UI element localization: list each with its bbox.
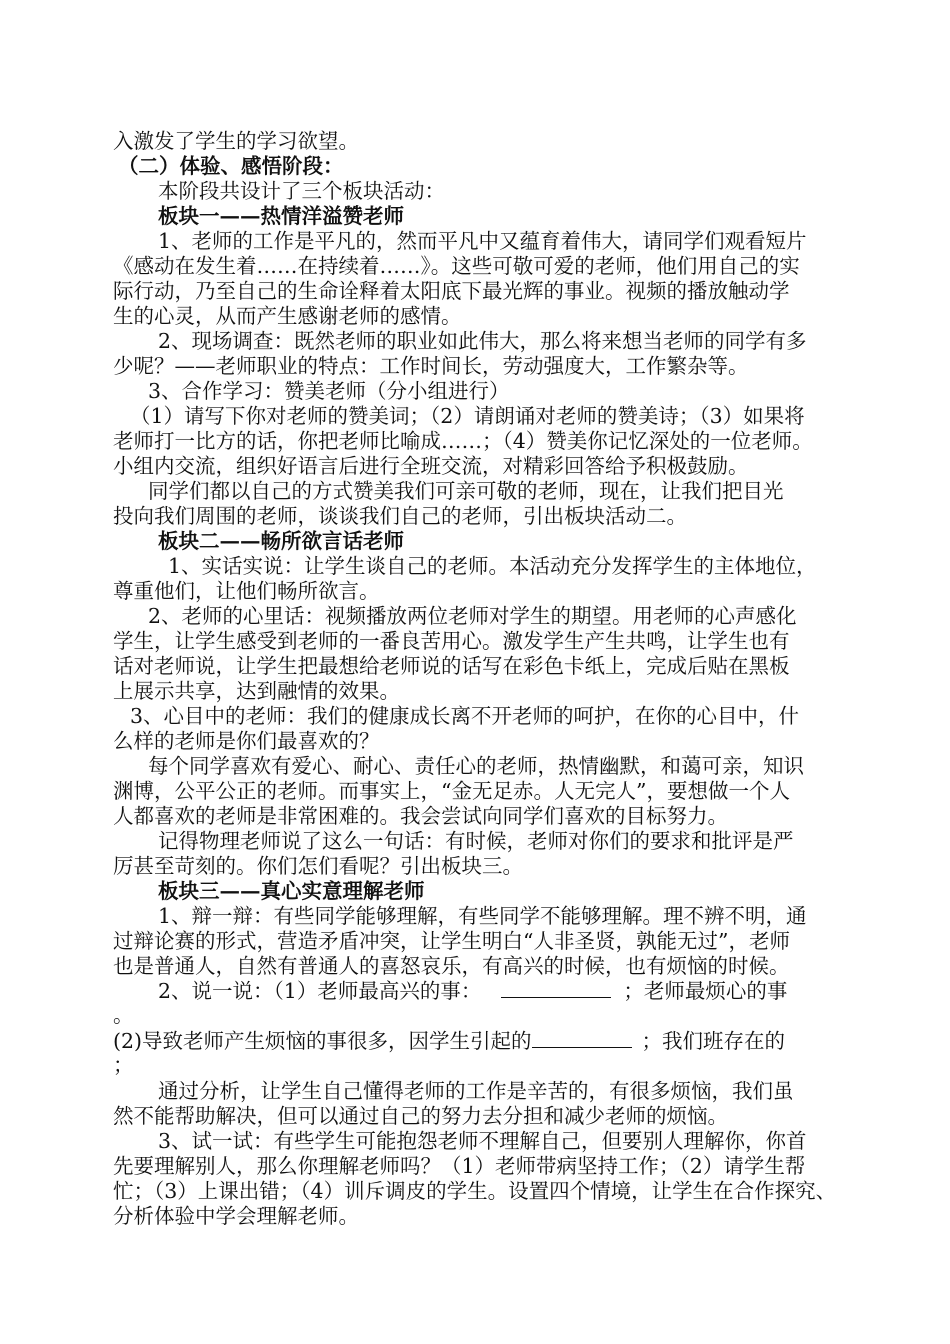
paragraph-line: 3、试一试：有些学生可能抱怨老师不理解自己，但要别人理解你，你首 — [158, 1129, 807, 1153]
paragraph-line: 厉甚至苛刻的。你们怎们看呢？引出板块三。 — [113, 854, 523, 878]
paragraph-line: 学生，让学生感受到老师的一番良苦用心。激发学生产生共鸣，让学生也有 — [113, 629, 790, 653]
fill-in-prompt: ；我们班存在的 — [641, 1029, 786, 1053]
block-heading-2: 板块二——畅所欲言话老师 — [158, 529, 404, 553]
paragraph-line: 先要理解别人，那么你理解老师吗？（1）老师带病坚持工作；（2）请学生帮 — [113, 1154, 806, 1178]
fill-in-prompt: ；老师最烦心的事 — [623, 979, 788, 1003]
paragraph-line: 过辩论赛的形式，营造矛盾冲突，让学生明白“人非圣贤，孰能无过”，老师 — [113, 929, 790, 953]
paragraph-line: ； — [113, 1053, 134, 1077]
paragraph-line: （1）请写下你对老师的赞美词；（2）请朗诵对老师的赞美诗；（3）如果将 — [130, 404, 805, 428]
paragraph-line: 。 — [113, 1003, 134, 1027]
section-heading: （二）体验、感悟阶段： — [118, 154, 344, 178]
paragraph-line: 通过分析，让学生自己懂得老师的工作是辛苦的，有很多烦恼，我们虽 — [158, 1079, 794, 1103]
paragraph-line: 《感动在发生着……在持续着……》。这些可敬可爱的老师，他们用自己的实 — [113, 254, 800, 278]
paragraph-line: 话对老师说，让学生把最想给老师说的话写在彩色卡纸上，完成后贴在黑板 — [113, 654, 790, 678]
paragraph-line: 忙；（3）上课出错；（4）训斥调皮的学生。设置四个情境，让学生在合作探究、 — [113, 1179, 837, 1203]
paragraph-line: 么样的老师是你们最喜欢的？ — [113, 729, 380, 753]
answer-blank[interactable] — [532, 1029, 632, 1048]
paragraph-line: 人都喜欢的老师是非常困难的。我会尝试向同学们喜欢的目标努力。 — [113, 804, 728, 828]
paragraph-line: 少呢？——老师职业的特点：工作时间长，劳动强度大，工作繁杂等。 — [113, 354, 749, 378]
paragraph-line: 2、现场调查：既然老师的职业如此伟大，那么将来想当老师的同学有多 — [158, 329, 807, 353]
paragraph-line: 分析体验中学会理解老师。 — [113, 1204, 359, 1228]
answer-blank[interactable] — [501, 979, 611, 998]
paragraph-line: 渊博，公平公正的老师。而事实上，“金无足赤。人无完人”，要想做一个人 — [113, 779, 790, 803]
paragraph-line: 记得物理老师说了这么一句话：有时候，老师对你们的要求和批评是严 — [158, 829, 794, 853]
fill-in-line-1 — [158, 978, 787, 1004]
paragraph-line: 老师打一比方的话，你把老师比喻成……；（4）赞美你记忆深处的一位老师。 — [113, 429, 813, 453]
paragraph-line: 本阶段共设计了三个板块活动： — [158, 179, 445, 203]
paragraph-line: 际行动，乃至自己的生命诠释着太阳底下最光辉的事业。视频的播放触动学 — [113, 279, 790, 303]
fill-in-prompt: (2)导致老师产生烦恼的事很多，因学生引起的 — [113, 1029, 532, 1053]
paragraph-line: 2、老师的心里话：视频播放两位老师对学生的期望。用老师的心声感化 — [148, 604, 797, 628]
paragraph-line: 3、心目中的老师：我们的健康成长离不开老师的呵护，在你的心目中，什 — [130, 704, 800, 728]
paragraph-line: 然不能帮助解决，但可以通过自己的努力去分担和减少老师的烦恼。 — [113, 1104, 728, 1128]
paragraph-line: 1、实话实说：让学生谈自己的老师。本活动充分发挥学生的主体地位， — [168, 554, 817, 578]
paragraph-line: 1、辩一辩：有些同学能够理解，有些同学不能够理解。理不辨不明，通 — [158, 904, 807, 928]
paragraph-line: 每个同学喜欢有爱心、耐心、责任心的老师，热情幽默，和蔼可亲，知识 — [148, 754, 804, 778]
block-heading-1: 板块一——热情洋溢赞老师 — [158, 204, 404, 228]
block-heading-3: 板块三——真心实意理解老师 — [158, 879, 425, 903]
paragraph-line: 上展示共享，达到融情的效果。 — [113, 679, 400, 703]
fill-in-prompt: 2、说一说：（1）老师最高兴的事： — [158, 979, 482, 1003]
paragraph-line: 也是普通人，自然有普通人的喜怒哀乐，有高兴的时候，也有烦恼的时候。 — [113, 954, 790, 978]
paragraph-line: 生的心灵，从而产生感谢老师的感情。 — [113, 304, 462, 328]
paragraph-line: 3、合作学习：赞美老师（分小组进行） — [148, 379, 510, 403]
paragraph-line: 1、老师的工作是平凡的，然而平凡中又蕴育着伟大，请同学们观看短片 — [158, 229, 807, 253]
paragraph-line: 投向我们周围的老师，谈谈我们自己的老师，引出板块活动二。 — [113, 504, 687, 528]
paragraph-line: 入激发了学生的学习欲望。 — [113, 129, 359, 153]
paragraph-line: 小组内交流，组织好语言后进行全班交流，对精彩回答给予积极鼓励。 — [113, 454, 749, 478]
fill-in-line-2 — [113, 1028, 785, 1054]
paragraph-line: 同学们都以自己的方式赞美我们可亲可敬的老师，现在，让我们把目光 — [148, 479, 784, 503]
paragraph-line: 尊重他们，让他们畅所欲言。 — [113, 579, 380, 603]
